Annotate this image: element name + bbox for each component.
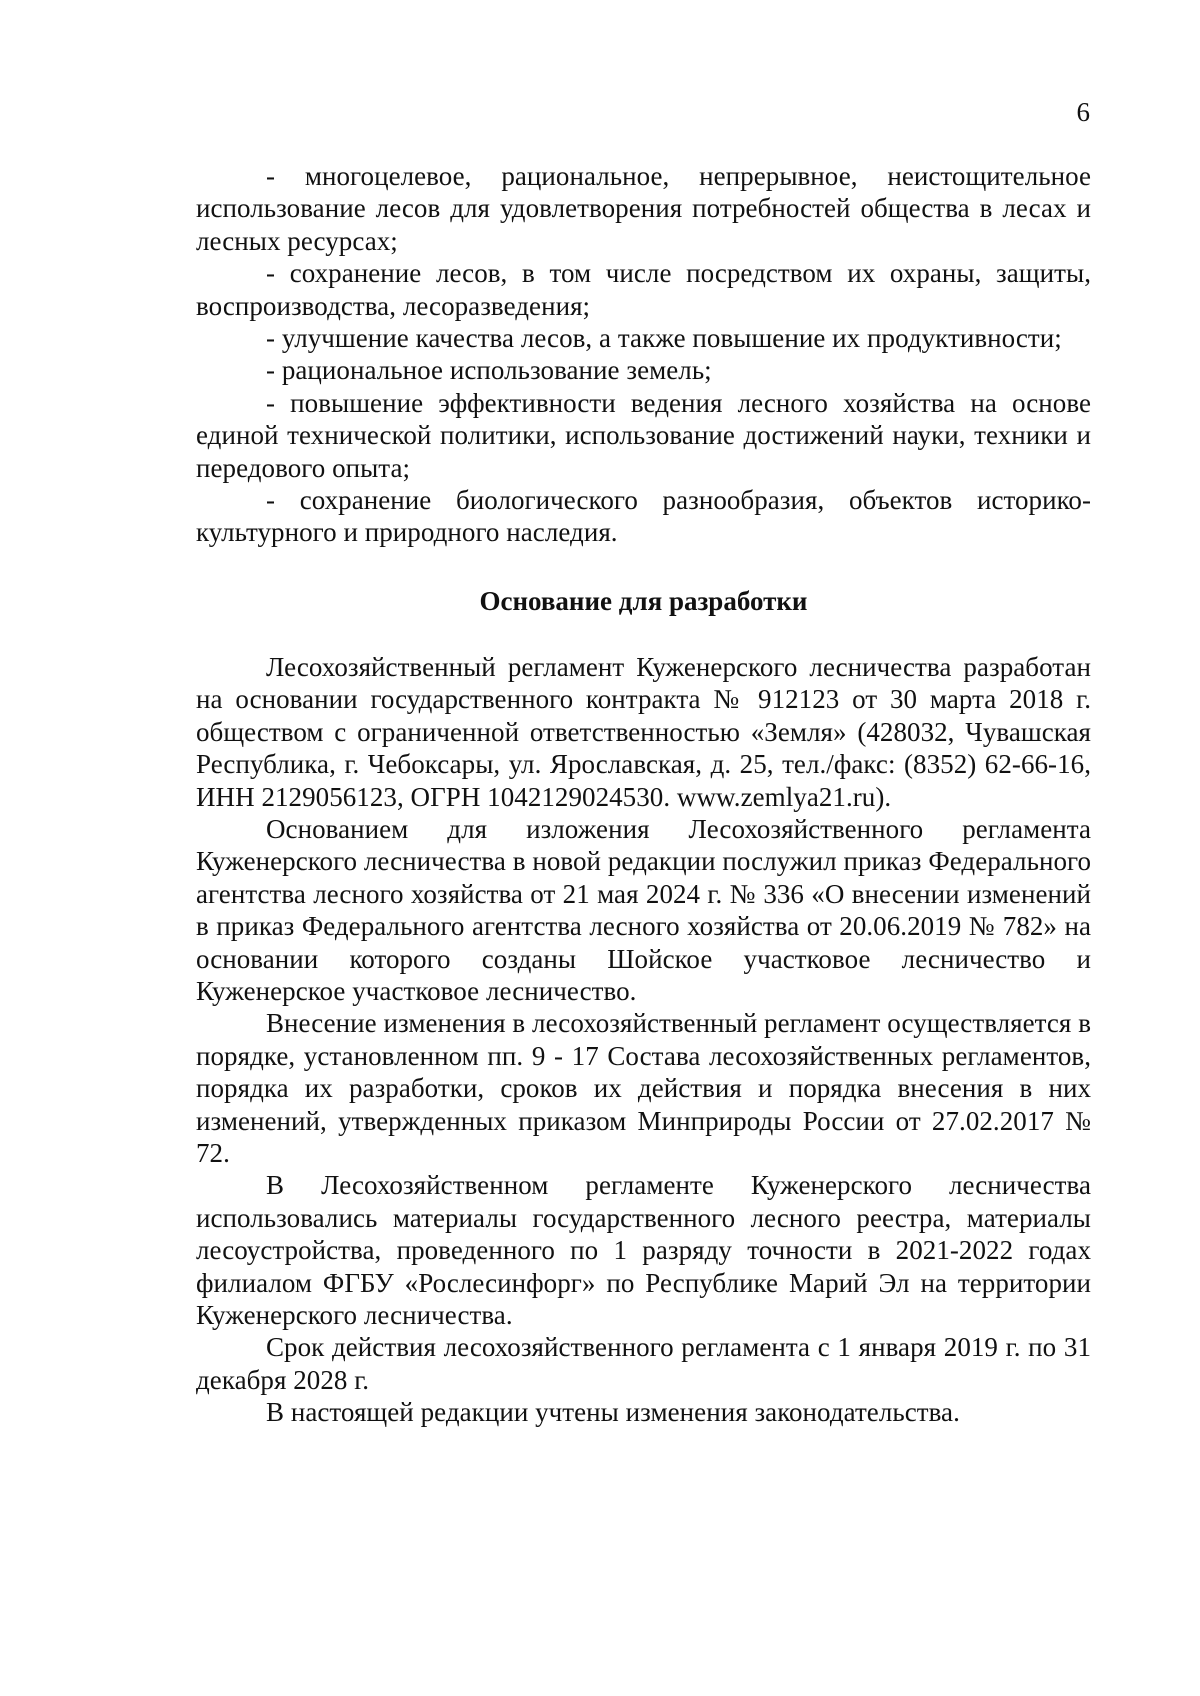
body-paragraph: Внесение изменения в лесохозяйственный регламент осуществляется в порядке, установленном пп. 9 - 17 Состава лесохозяйственных регламентов, порядка их разработки, сроков их действия и порядка внесения в них изменений, утвержденных приказом Минприроды России от 27.02.2017 № 72. bbox=[196, 1008, 1091, 1168]
page-number: 6 bbox=[1076, 97, 1090, 127]
section-heading: Основание для разработки bbox=[479, 585, 808, 616]
goal-item: - повышение эффективности ведения лесного хозяйства на основе единой технической политики, использование достижений науки, техники и передового опыта; bbox=[196, 387, 1091, 483]
goal-item: - рациональное использование земель; bbox=[266, 355, 712, 386]
goal-item: - сохранение биологического разнообразия, объектов историко-культурного и природного наследия. bbox=[196, 485, 1091, 548]
body-paragraph: В настоящей редакции учтены изменения законодательства. bbox=[266, 1397, 960, 1428]
body-paragraph: Срок действия лесохозяйственного регламента с 1 января 2019 г. по 31 декабря 2028 г. bbox=[196, 1332, 1091, 1395]
body-paragraph: В Лесохозяйственном регламенте Куженерского лесничества использовались материалы государственного лесного реестра, материалы лесоустройства, проведенного по 1 разряду точности в 2021-2022 годах филиалом ФГБУ «Рослесинфорг» по Республике Марий Эл на территории Куженерского лесничества. bbox=[196, 1170, 1091, 1330]
body-paragraph: Основанием для изложения Лесохозяйственного регламента Куженерского лесничества в новой редакции послужил приказ Федерального агентства лесного хозяйства от 21 мая 2024 г. № 336 «О внесении изменений в приказ Федерального агентства лесного хозяйства от 20.06.2019 № 782» на основании которого созданы Шойское участковое лесничество и Куженерское участковое лесничество. bbox=[196, 813, 1091, 1006]
goal-item: - сохранение лесов, в том числе посредством их охраны, защиты, воспроизводства, лесоразведения; bbox=[196, 258, 1091, 321]
goal-item: - улучшение качества лесов, а также повышение их продуктивности; bbox=[266, 323, 1062, 354]
body-paragraph: Лесохозяйственный регламент Куженерского лесничества разработан на основании государственного контракта № 912123 от 30 марта 2018 г. обществом с ограниченной ответственностью «Земля» (428032, Чувашская Республика, г. Чебоксары, ул. Ярославская, д. 25, тел./факс: (8352) 62-66-16, ИНН 2129056123, ОГРН 1042129024530. www.zemlya21.ru). bbox=[196, 651, 1091, 812]
page-content bbox=[196, 160, 1091, 1429]
goal-item: - многоцелевое, рациональное, непрерывное, неистощительное использование лесов для удовлетворения потребностей общества в лесах и лесных ресурсах; bbox=[196, 161, 1091, 256]
